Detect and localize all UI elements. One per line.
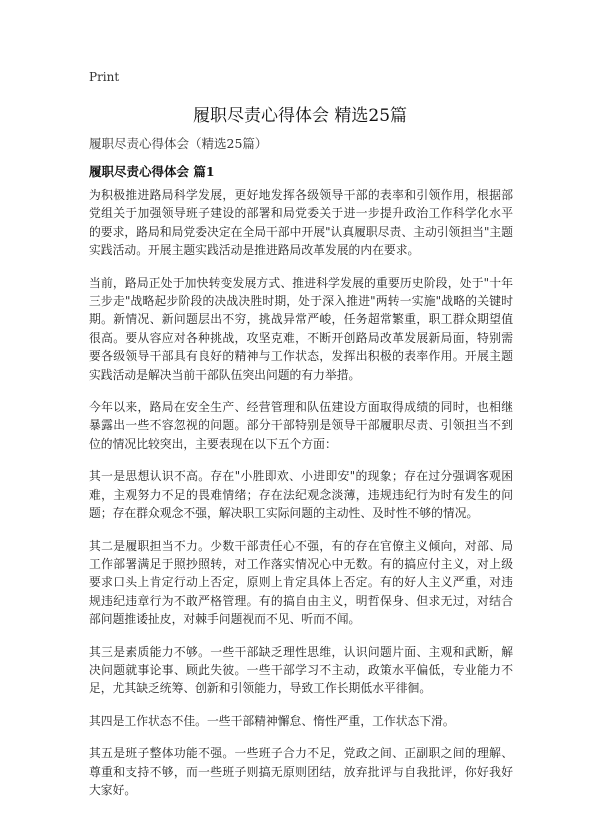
paragraph: 其二是履职担当不力。少数干部责任心不强，有的存在官僚主义倾向，对部、局工作部署满足于照抄照转，对工作落实情况心中无数。有的搞应付主义，对上级要求口头上肯定行动上否定，原则上肯定具体上否定。有的好人主义严重，对违规违纪违章行为不敢严格管理。有的搞自由主义，明哲保身、但求无过，对结合部问题推诿扯皮，对棘手问题视而不见、听而不闻。 (89, 538, 513, 627)
paragraph: 当前，路局正处于加快转变发展方式、推进科学发展的重要历史阶段，处于"十年三步走"战略起步阶段的决战决胜时期，处于深入推进"两转一实施"战略的关键时期。新情况、新问题层出不穷，挑战异常严峻，任务超常繁重，职工群众期望值很高。要从容应对各种挑战，攻坚克难，不断开创路局改革发展新局面，特别需要各级领导干部具有良好的精神与工作状态，发挥出积极的表率作用。开展主题实践活动是解决当前干部队伍突出问题的有力举措。 (89, 275, 513, 382)
paragraph: 其一是思想认识不高。存在"小胜即欢、小进即安"的现象；存在过分强调客观困难，主观努力不足的畏难情绪；存在法纪观念淡薄，违规违纪行为时有发生的问题；存在群众观念不强，解决职工实际问题的主动性、及时性不够的情况。 (89, 469, 513, 521)
document-subtitle: 履职尽责心得体会（精选25篇） (89, 136, 268, 151)
paragraph: 今年以来，路局在安全生产、经营管理和队伍建设方面取得成绩的同时，也相继暴露出一些不容忽视的问题。部分干部特别是领导干部履职尽责、引领担当不到位的情况比较突出，主要表现在以下五个方面： (89, 400, 513, 451)
paragraph: 其四是工作状态不佳。一些干部精神懈怠、惰性严重，工作状态下滑。 (89, 713, 455, 728)
document-title: 履职尽责心得体会 精选25篇 (192, 106, 408, 126)
paragraph: 为积极推进路局科学发展，更好地发挥各级领导干部的表率和引领作用，根据部党组关于加强领导班子建设的部署和局党委关于进一步提升政治工作科学化水平的要求，路局和局党委决定在全局干部中开展"认真履职尽责、主动引领担当"主题实践活动。开展主题实践活动是推进路局改革发展的内在要求。 (89, 188, 513, 258)
paragraph: 其五是班子整体功能不强。一些班子合力不足，党政之间、正副职之间的理解、尊重和支持不够，而一些班子则搞无原则团结，放弃批评与自我批评，你好我好大家好。 (89, 746, 513, 797)
print-link[interactable]: Print (89, 70, 120, 84)
document-body (89, 186, 513, 813)
section-heading: 履职尽责心得体会 篇1 (89, 164, 215, 179)
paragraph: 其三是素质能力不够。一些干部缺乏理性思维，认识问题片面、主观和武断，解决问题就事论事、顾此失彼。一些干部学习不主动，政策水平偏低，专业能力不足，尤其缺乏统筹、创新和引领能力，导致工作长期低水平徘徊。 (89, 644, 513, 696)
